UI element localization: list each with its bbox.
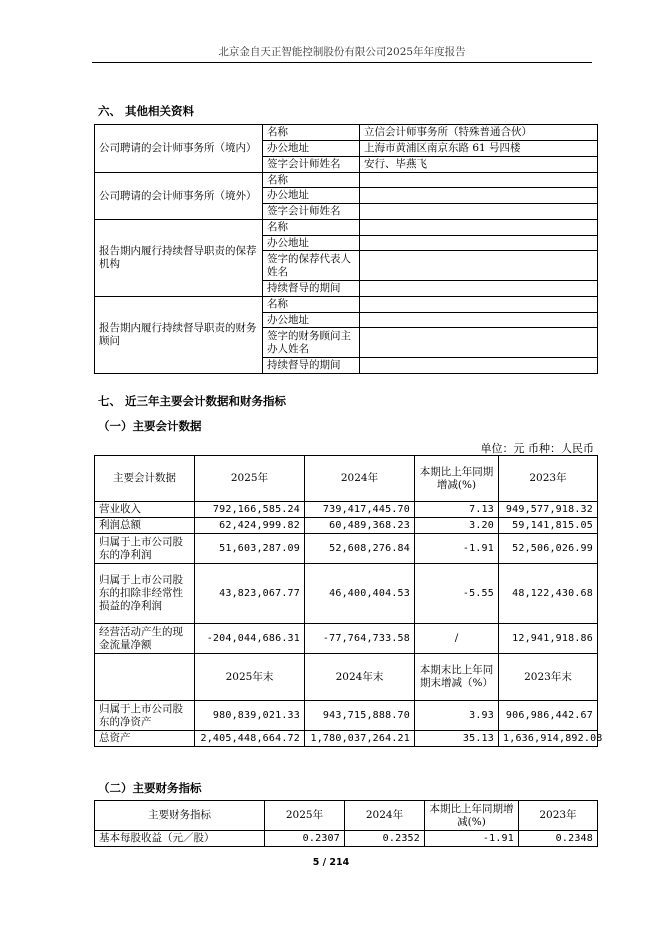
field-label: 签字会计师姓名 xyxy=(263,204,360,220)
table-row xyxy=(95,831,598,847)
value-cell: 0.2352 xyxy=(345,831,425,847)
header-cell: 2025年 xyxy=(265,801,345,831)
header-cell: 主要财务指标 xyxy=(95,801,265,831)
row-label: 经营活动产生的现金流量净额 xyxy=(95,624,195,654)
value-cell: 2,405,448,664.72 xyxy=(195,731,305,747)
table-row xyxy=(95,534,598,564)
value-cell: / xyxy=(415,624,499,654)
header-cell: 本期末比上年同期末增减（%） xyxy=(415,654,499,701)
value-cell: 7.13 xyxy=(415,502,499,518)
other-info-table xyxy=(94,124,598,374)
value-cell: 3.93 xyxy=(415,701,499,731)
field-label: 签字的保荐代表人姓名 xyxy=(263,251,360,281)
page-number: 5 / 214 xyxy=(312,857,350,868)
financial-indicators-table xyxy=(94,800,598,847)
header-cell: 本期比上年同期增减(%) xyxy=(425,801,519,831)
table-row xyxy=(95,564,598,624)
row-label: 归属于上市公司股东的净利润 xyxy=(95,534,195,564)
row-label: 归属于上市公司股东的扣除非经常性损益的净利润 xyxy=(95,564,195,624)
field-value xyxy=(360,236,598,251)
field-value: 上海市黄浦区南京东路 61 号四楼 xyxy=(360,141,598,157)
value-cell: 35.13 xyxy=(415,731,499,747)
row-label: 归属于上市公司股东的净资产 xyxy=(95,701,195,731)
subsection2-title: （二）主要财务指标 xyxy=(98,781,202,795)
row-label: 基本每股收益（元／股） xyxy=(95,831,265,847)
header-cell: 2023年 xyxy=(499,456,598,502)
field-value: 安行、毕燕飞 xyxy=(360,157,598,173)
group-label: 报告期内履行持续督导职责的保荐机构 xyxy=(95,220,263,297)
value-cell: 980,839,021.33 xyxy=(195,701,305,731)
value-cell: 792,166,585.24 xyxy=(195,502,305,518)
value-cell: 60,489,368.23 xyxy=(305,518,415,534)
field-value xyxy=(360,297,598,313)
table-row xyxy=(95,731,598,747)
field-value xyxy=(360,220,598,236)
value-cell: -204,044,686.31 xyxy=(195,624,305,654)
value-cell: 0.2348 xyxy=(519,831,598,847)
value-cell: -1.91 xyxy=(415,534,499,564)
value-cell: 62,424,999.82 xyxy=(195,518,305,534)
section7-title: 七、 近三年主要会计数据和财务指标 xyxy=(98,394,287,408)
accounting-data-table xyxy=(94,455,603,747)
value-cell: 949,577,918.32 xyxy=(499,502,598,518)
unit-line: 单位：元 币种：人民币 xyxy=(480,442,594,455)
header-cell: 2024年 xyxy=(305,456,415,502)
table-row xyxy=(95,624,598,654)
value-cell: 48,122,430.68 xyxy=(499,564,598,624)
value-cell: 12,941,918.86 xyxy=(499,624,598,654)
table-row xyxy=(95,518,598,534)
value-cell: 1,636,914,892.08 xyxy=(499,731,598,747)
field-label: 办公地址 xyxy=(263,141,360,157)
value-cell: 739,417,445.70 xyxy=(305,502,415,518)
field-value xyxy=(360,358,598,374)
page-header: 北京金自天正智能控制股份有限公司2025年年度报告 xyxy=(218,46,466,58)
group-label: 公司聘请的会计师事务所（境内） xyxy=(95,125,263,173)
table-header-row xyxy=(95,456,598,502)
value-cell: -77,764,733.58 xyxy=(305,624,415,654)
table-header-row xyxy=(95,654,598,701)
value-cell: 1,780,037,264.21 xyxy=(305,731,415,747)
header-cell: 2024年 xyxy=(345,801,425,831)
table-row xyxy=(95,701,598,731)
subsection1-title: （一）主要会计数据 xyxy=(98,419,202,433)
field-label: 名称 xyxy=(263,125,360,141)
field-value: 立信会计师事务所（特殊普通合伙） xyxy=(360,125,598,141)
field-value xyxy=(360,204,598,220)
value-cell: 43,823,067.77 xyxy=(195,564,305,624)
group-label: 报告期内履行持续督导职责的财务顾问 xyxy=(95,297,263,374)
group-label: 公司聘请的会计师事务所（境外） xyxy=(95,173,263,220)
value-cell: 943,715,888.70 xyxy=(305,701,415,731)
header-rule xyxy=(92,62,592,63)
value-cell: -5.55 xyxy=(415,564,499,624)
field-value xyxy=(360,251,598,281)
value-cell: 46,400,404.53 xyxy=(305,564,415,624)
field-label: 签字的财务顾问主办人姓名 xyxy=(263,328,360,358)
row-label: 营业收入 xyxy=(95,502,195,518)
field-label: 办公地址 xyxy=(263,236,360,251)
value-cell: 52,608,276.84 xyxy=(305,534,415,564)
field-label: 名称 xyxy=(263,220,360,236)
value-cell: -1.91 xyxy=(425,831,519,847)
value-cell: 0.2307 xyxy=(265,831,345,847)
section6-title: 六、 其他相关资料 xyxy=(98,104,195,118)
field-value xyxy=(360,173,598,188)
value-cell: 51,603,287.09 xyxy=(195,534,305,564)
table-row xyxy=(95,502,598,518)
value-cell: 3.20 xyxy=(415,518,499,534)
header-cell: 2023年 xyxy=(519,801,598,831)
field-label: 名称 xyxy=(263,297,360,313)
field-label: 办公地址 xyxy=(263,313,360,328)
row-label: 利润总额 xyxy=(95,518,195,534)
value-cell: 59,141,815.05 xyxy=(499,518,598,534)
header-cell: 2024年末 xyxy=(305,654,415,701)
value-cell: 906,986,442.67 xyxy=(499,701,598,731)
header-cell: 本期比上年同期增减(%) xyxy=(415,456,499,502)
field-label: 持续督导的期间 xyxy=(263,358,360,374)
value-cell: 52,506,026.99 xyxy=(499,534,598,564)
field-label: 办公地址 xyxy=(263,188,360,204)
field-label: 持续督导的期间 xyxy=(263,281,360,297)
header-cell: 2025年 xyxy=(195,456,305,502)
header-cell: 2023年末 xyxy=(499,654,598,701)
field-value xyxy=(360,313,598,328)
field-value xyxy=(360,188,598,204)
field-value xyxy=(360,328,598,358)
header-cell: 2025年末 xyxy=(195,654,305,701)
row-label: 总资产 xyxy=(95,731,195,747)
header-cell xyxy=(95,654,195,701)
table-header-row xyxy=(95,801,598,831)
field-value xyxy=(360,281,598,297)
header-cell: 主要会计数据 xyxy=(95,456,195,502)
field-label: 签字会计师姓名 xyxy=(263,157,360,173)
field-label: 名称 xyxy=(263,173,360,188)
